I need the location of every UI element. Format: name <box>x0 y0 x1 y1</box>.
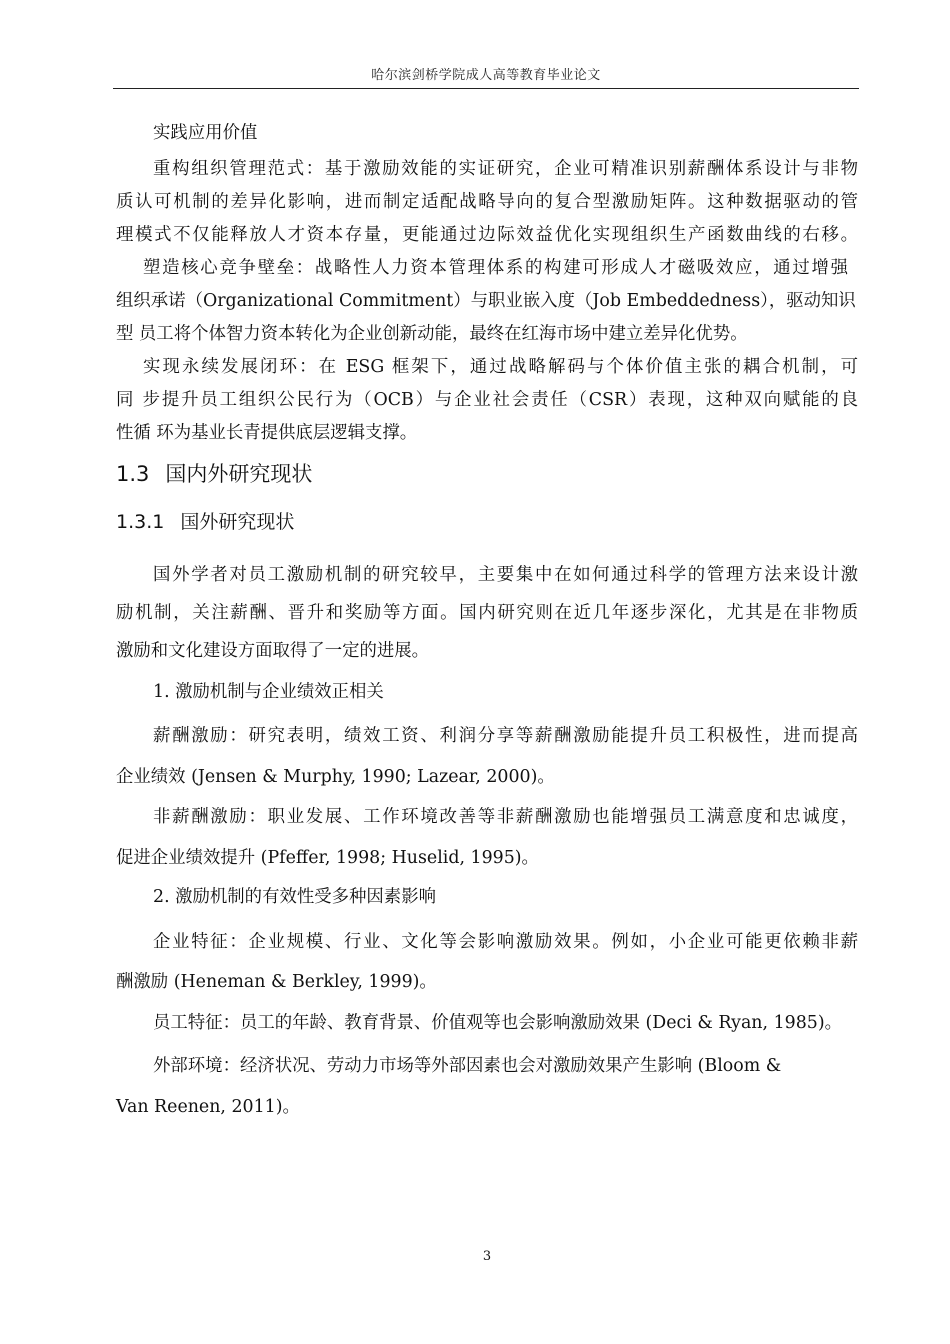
paragraph-line: 员工特征：员工的年龄、教育背景、价值观等也会影响激励效果 (Deci & Ryan, 1985)。 <box>153 1013 842 1033</box>
paragraph-line: Van Reenen, 2011)。 <box>116 1097 300 1117</box>
list-item-title: 1. 激励机制与企业绩效正相关 <box>153 682 384 702</box>
paragraph-line: 企业特征：企业规模、行业、文化等会影响激励效果。例如，小企业可能更依赖非薪 <box>153 932 858 952</box>
section-title: 国内外研究现状 <box>165 462 313 486</box>
section-number: 1.3 <box>116 462 150 486</box>
subsection-title: 国外研究现状 <box>180 511 295 533</box>
subsection-label: 实践应用价值 <box>153 123 258 143</box>
list-item-title: 2. 激励机制的有效性受多种因素影响 <box>153 887 436 907</box>
header-title: 哈尔滨剑桥学院成人高等教育毕业论文 <box>371 68 601 83</box>
paragraph-line: 质认可机制的差异化影响，进而制定适配战略导向的复合型激励矩阵。这种数据驱动的管 <box>116 192 858 212</box>
paragraph-line: 非薪酬激励：职业发展、工作环境改善等非薪酬激励也能增强员工满意度和忠诚度， <box>153 807 858 827</box>
paragraph-line: 同 步提升员工组织公民行为（OCB）与企业社会责任（CSR）表现，这种双向赋能的良 <box>116 390 858 410</box>
paragraph-line: 外部环境：经济状况、劳动力市场等外部因素也会对激励效果产生影响 (Bloom & <box>153 1056 782 1076</box>
paragraph-line: 励机制，关注薪酬、晋升和奖励等方面。国内研究则在近几年逐步深化，尤其是在非物质 <box>116 603 858 623</box>
paragraph-line: 性循 环为基业长青提供底层逻辑支撑。 <box>116 423 418 443</box>
paragraph-line: 酬激励 (Heneman & Berkley, 1999)。 <box>116 972 437 992</box>
subsection-number: 1.3.1 <box>116 511 165 533</box>
paragraph-line: 理模式不仅能释放人才资本存量，更能通过边际效益优化实现组织生产函数曲线的右移。 <box>116 225 858 245</box>
paragraph-line: 组织承诺（Organizational Commitment）与职业嵌入度（Job Embeddedness），驱动知识 <box>116 291 856 311</box>
paragraph-line: 型 员工将个体智力资本转化为企业创新动能，最终在红海市场中建立差异化优势。 <box>116 324 748 344</box>
paragraph-line: 薪酬激励：研究表明，绩效工资、利润分享等薪酬激励能提升员工积极性，进而提高 <box>153 726 858 746</box>
page-number: 3 <box>482 1249 492 1264</box>
section-heading <box>116 460 312 488</box>
paragraph-line: 国外学者对员工激励机制的研究较早，主要集中在如何通过科学的管理方法来设计激 <box>153 565 858 585</box>
paragraph-line: 实现永续发展闭环：在 ESG 框架下，通过战略解码与个体价值主张的耦合机制，可 <box>143 357 858 377</box>
paragraph-line: 重构组织管理范式：基于激励效能的实证研究，企业可精准识别薪酬体系设计与非物 <box>153 159 858 179</box>
paragraph-line: 促进企业绩效提升 (Pfeffer, 1998; Huselid, 1995)。 <box>116 848 539 868</box>
paragraph-line: 激励和文化建设方面取得了一定的进展。 <box>116 641 430 661</box>
subsection-heading <box>116 509 294 535</box>
paragraph-line: 企业绩效 (Jensen & Murphy, 1990; Lazear, 2000)。 <box>116 767 555 787</box>
header-divider <box>113 88 859 89</box>
paragraph-line: 塑造核心竞争壁垒：战略性人力资本管理体系的构建可形成人才磁吸效应，通过增强 <box>143 258 848 278</box>
